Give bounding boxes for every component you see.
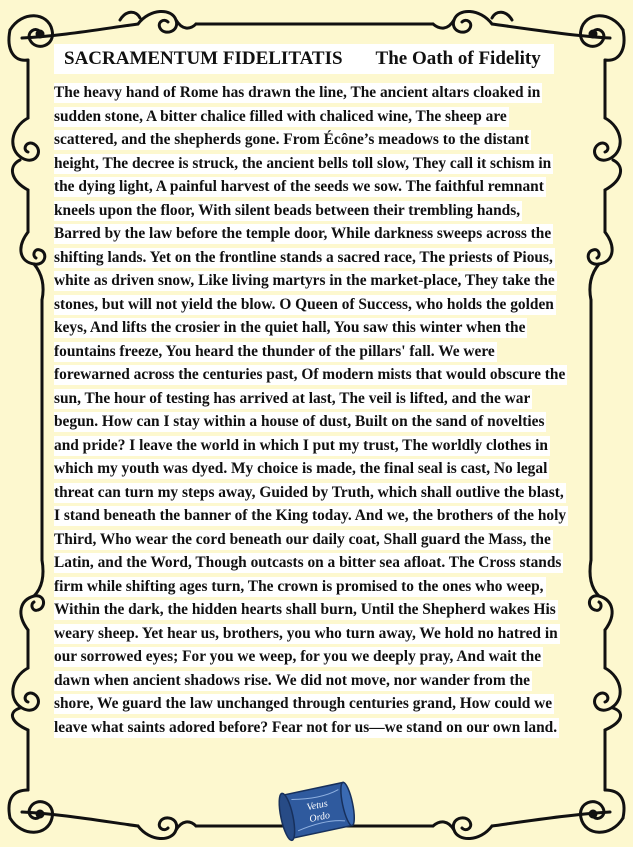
flourish-right-upper	[595, 118, 621, 190]
flourish-top-left	[120, 11, 196, 32]
flourish-right-lower	[595, 668, 621, 730]
title-latin: SACRAMENTUM FIDELITATIS	[64, 48, 343, 69]
flourish-bottom-right	[433, 818, 492, 839]
flourish-left-mid-top	[21, 232, 45, 300]
flourish-top-right	[433, 11, 512, 32]
flourish-left-upper	[12, 118, 38, 190]
flourish-right-mid-bottom	[589, 560, 612, 630]
title-english: The Oath of Fidelity	[375, 48, 541, 69]
flourish-right-mid-top	[588, 232, 612, 300]
flourish-bottom-left	[138, 818, 196, 839]
corner-ornament-top-left	[9, 16, 53, 60]
vetus-ordo-scroll-emblem	[274, 774, 364, 844]
flourish-left-mid-bottom	[21, 560, 44, 630]
emblem-line1: Vetus	[305, 798, 329, 814]
title-bar	[54, 44, 554, 74]
poem-text-block[interactable]	[54, 81, 569, 739]
poem-text: The heavy hand of Rome has drawn the line, The ancient altars cloaked in sudden stone, A bitter chalice filled with chaliced wine, The sheep are scattered, and the shepherds gone. From Écône’s meadows to the distant height, The decree is struck, the ancient bells toll slow, They call it schism in the dying light, A painful harvest of the seeds we sow. The faithful remnant kneels upon the floor, With silent beads between their trembling hands, Barred by the law before the temple door, While darkness sweeps across the shifting lands. Yet on the frontline stands a sacred race, The priests of Pious, white as driven snow, Like living martyrs in the market-place, They take the stones, but will not yield the blow. O Queen of Success, who holds the golden keys, And lifts the crosier in the quiet hall, You saw this winter when the fountains freeze, You heard the thunder of the pillars' fall. We were forewarned across the centuries past, Of modern mists that would obscure the sun, The hour of testing has arrived at last, The veil is lifted, and the war begun. How can I stay within a house of dust, Built on the sand of novelties and pride? I leave the world in which I put my trust, The worldly clothes in which my youth was dyed. My choice is made, the final seal is cast, No legal threat can turn my steps away, Guided by Truth, which shall outlive the blast, I stand beneath the banner of the King today. And we, the brothers of the holy Third, Who wear the cord beneath our daily coat, Shall guard the Mass, the Latin, and the Word, Though outcasts on a bitter sea afloat. The Cross stands firm while shifting ages turn, The crown is promised to the ones who weep, Within the dark, the hidden hearts shall burn, Until the Shepherd wakes His weary sheep. Yet hear us, brothers, you who turn away, We hold no hatred in our sorrowed eyes; For you we weep, for you we deeply pray, And wait the dawn when ancient shadows rise. We did not move, nor wander from the shore, We guard the law unchanged through centuries grand, How could we leave what saints adored before? Fear not for us—we stand on our own land.	[54, 84, 567, 736]
emblem-line2: Ordo	[308, 809, 332, 826]
flourish-left-lower	[12, 668, 38, 730]
corner-ornament-top-right	[580, 16, 624, 60]
